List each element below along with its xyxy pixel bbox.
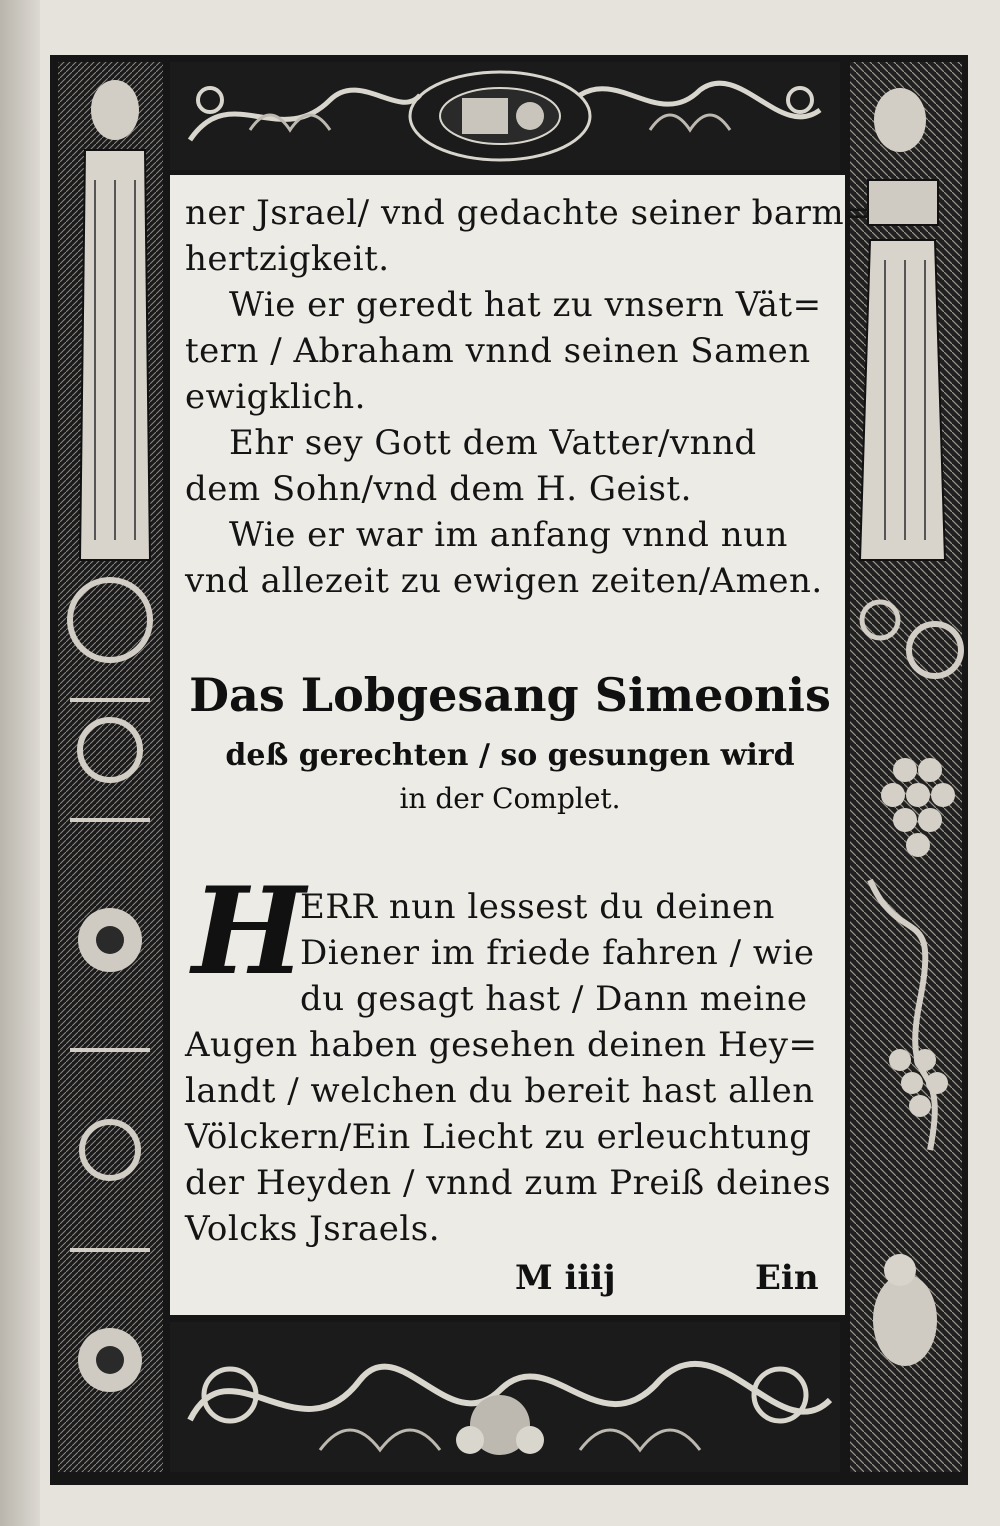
text-line: du gesagt hast / Dann meine	[300, 979, 808, 1019]
top-ornament-panel	[170, 62, 840, 170]
drop-cap-initial: H	[192, 861, 306, 1002]
right-figure-column	[850, 62, 962, 1472]
bottom-ornament-panel	[170, 1322, 840, 1472]
text-line: ERR nun lessest du deinen	[300, 887, 775, 927]
text-line: Volcks Jsraels.	[185, 1209, 441, 1249]
text-line: Augen haben gesehen deinen Hey=	[185, 1025, 818, 1065]
text-line: Diener im friede fahren / wie	[300, 933, 815, 973]
text-line: hertzigkeit.	[185, 239, 390, 279]
section-heading: Das Lobgesang Simeonis	[189, 668, 831, 722]
text-line: landt / welchen du bereit hast allen	[185, 1071, 815, 1111]
text-line: Völckern/Ein Liecht zu erleuchtung	[185, 1117, 812, 1157]
text-line: Wie er geredt hat zu vnsern Vät=	[229, 285, 822, 325]
text-line: vnd allezeit zu ewigen zeiten/Amen.	[185, 561, 823, 601]
catchword: Ein	[755, 1258, 819, 1298]
text-line: der Heyden / vnnd zum Preiß deines	[185, 1163, 832, 1203]
text-line: dem Sohn/vnd dem H. Geist.	[185, 469, 692, 509]
text-line: Wie er war im anfang vnnd nun	[229, 515, 788, 555]
section-subheading-2: in der Complet.	[399, 782, 621, 815]
text-line: tern / Abraham vnnd seinen Samen	[185, 331, 811, 371]
section-subheading: deß gerechten / so gesungen wird	[225, 738, 795, 773]
text-line: ner Jsrael/ vnd gedachte seiner barm=	[185, 193, 874, 233]
signature-mark: M iiij	[515, 1258, 616, 1298]
text-line: Ehr sey Gott dem Vatter/vnnd	[229, 423, 757, 463]
left-figure-column	[58, 62, 163, 1472]
text-line: ewigklich.	[185, 377, 366, 417]
